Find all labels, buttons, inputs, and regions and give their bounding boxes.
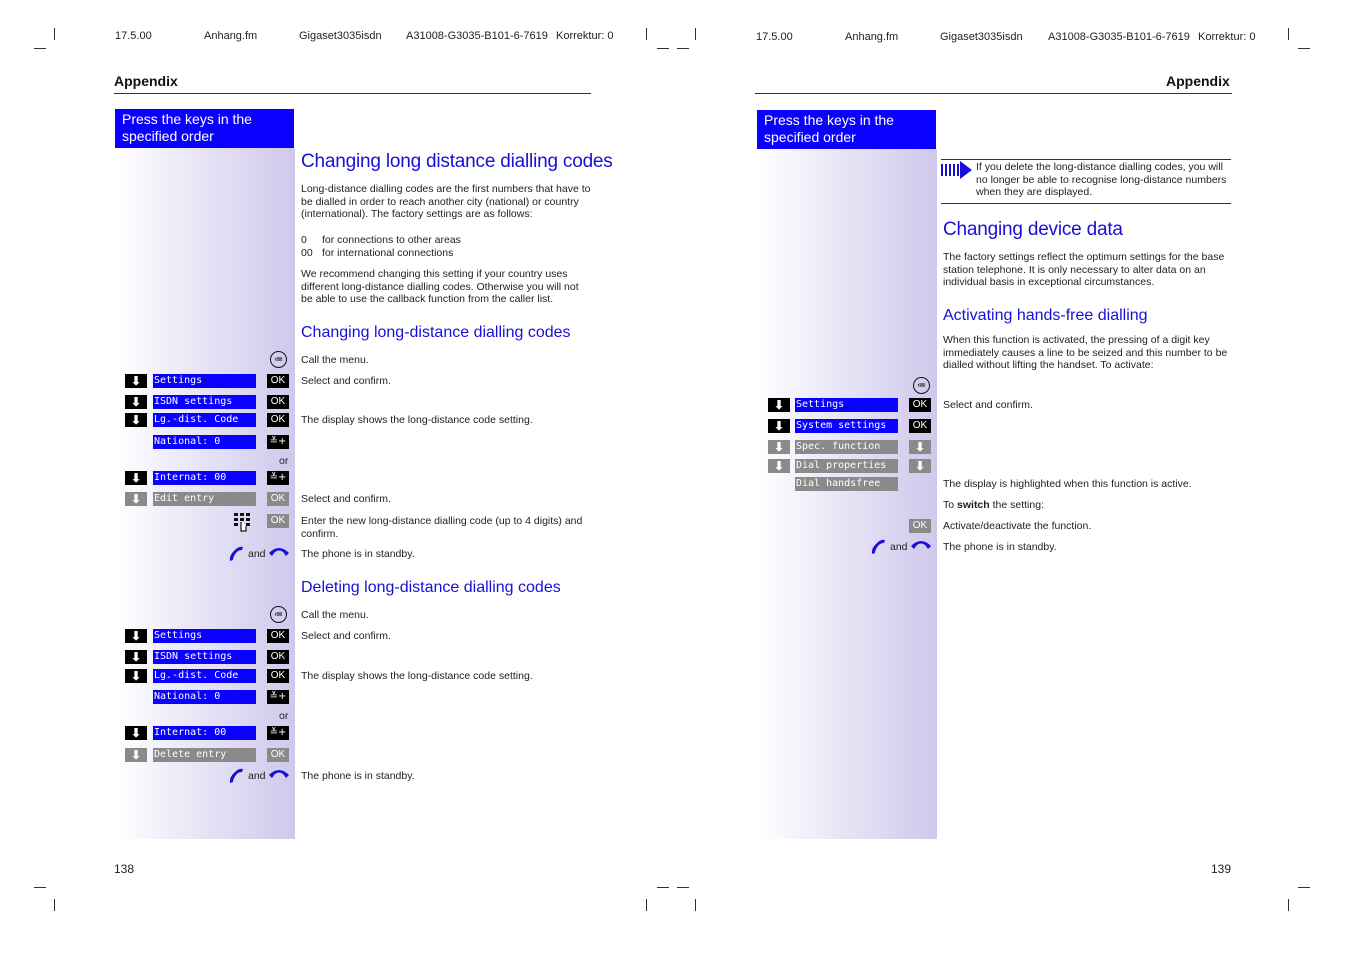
note-top-rule xyxy=(941,159,1231,160)
note-bottom-rule xyxy=(941,203,1231,204)
header-code: A31008-G3035-B101-6-7619 xyxy=(1048,31,1190,43)
or-label: or xyxy=(279,710,289,722)
crop-mark xyxy=(677,48,689,49)
ok-button[interactable]: OK xyxy=(267,629,289,643)
keys-order-box xyxy=(115,109,294,148)
arrow-down-icon: ⬇ xyxy=(125,413,147,427)
and-label: and xyxy=(248,770,266,782)
subheading-handsfree: Activating hands-free dialling xyxy=(943,307,1148,324)
ok-button[interactable]: OK xyxy=(909,398,931,412)
step-text: The phone is in standby. xyxy=(301,548,415,560)
lcd-delete-entry: Delete entry xyxy=(153,748,256,762)
ok-button[interactable]: OK xyxy=(267,413,289,427)
header-file: Anhang.fm xyxy=(204,30,258,42)
crop-mark xyxy=(34,887,46,888)
arrow-down-icon: ⬇ xyxy=(125,629,147,643)
crop-mark xyxy=(34,48,46,49)
crop-mark xyxy=(657,887,669,888)
crop-mark xyxy=(1298,887,1310,888)
scroll-plus-icon[interactable]: ≚+ xyxy=(267,690,289,704)
lcd-dial-properties: Dial properties xyxy=(795,459,898,473)
code-value: 00 xyxy=(301,247,313,259)
crop-mark xyxy=(1288,28,1289,40)
header-file: Anhang.fm xyxy=(845,31,899,43)
arrow-down-icon[interactable]: ⬇ xyxy=(909,459,931,473)
crop-mark xyxy=(657,48,669,49)
lcd-lg-dist-code: Lg.-dist. Code xyxy=(153,413,256,427)
header-date: 17.5.00 xyxy=(756,31,793,43)
arrow-down-icon: ⬇ xyxy=(125,726,147,740)
and-label: and xyxy=(890,541,908,553)
lcd-edit-entry: Edit entry xyxy=(153,492,256,506)
crop-mark xyxy=(646,28,647,40)
ok-button[interactable]: OK xyxy=(267,748,289,762)
ok-button[interactable]: OK xyxy=(267,669,289,683)
note-arrow-icon xyxy=(941,161,973,179)
handsfree-intro: When this function is activated, the pressing of a digit key immediately causes a line to be seized and this number to be dialled without lifting the handset. To activate: xyxy=(943,334,1228,372)
step-text: The display shows the long-distance code setting. xyxy=(301,414,533,426)
crop-mark xyxy=(1298,48,1310,49)
ok-button[interactable]: OK xyxy=(267,492,289,506)
lcd-isdn-settings: ISDN settings xyxy=(153,395,256,409)
header-date: 17.5.00 xyxy=(115,30,152,42)
header-product: Gigaset3035isdn xyxy=(299,30,382,42)
scroll-plus-icon[interactable]: ≚+ xyxy=(267,435,289,449)
handset-icon xyxy=(268,544,290,558)
handset-icon xyxy=(227,545,245,563)
crop-mark xyxy=(646,899,647,911)
arrow-down-icon: ⬇ xyxy=(768,419,790,433)
crop-mark xyxy=(1288,899,1289,911)
subheading-delete: Deleting long-distance dialling codes xyxy=(301,579,561,596)
header-product: Gigaset3035isdn xyxy=(940,31,1023,43)
ok-button[interactable]: OK xyxy=(267,514,289,528)
lcd-system-settings: System settings xyxy=(795,419,898,433)
divider xyxy=(755,93,1232,94)
header-korrektur: Korrektur: 0 xyxy=(556,30,614,42)
crop-mark xyxy=(677,887,689,888)
lcd-lg-dist-code: Lg.-dist. Code xyxy=(153,669,256,683)
subheading-change: Changing long-distance dialling codes xyxy=(301,324,571,341)
handset-icon xyxy=(910,537,932,551)
lcd-internat: Internat: 00 xyxy=(153,726,256,740)
lcd-national: National: 0 xyxy=(153,690,256,704)
and-label: and xyxy=(248,548,266,560)
keys-order-box xyxy=(757,110,936,149)
arrow-down-icon: ⬇ xyxy=(125,374,147,388)
lcd-settings: Settings xyxy=(153,374,256,388)
arrow-down-icon: ⬇ xyxy=(125,650,147,664)
step-text: Select and confirm. xyxy=(301,493,391,505)
menu-icon: ≔ xyxy=(270,351,287,368)
ok-button[interactable]: OK xyxy=(267,374,289,388)
step-text: The display shows the long-distance code setting. xyxy=(301,670,533,682)
lcd-national: National: 0 xyxy=(153,435,256,449)
ok-button[interactable]: OK xyxy=(909,419,931,433)
scroll-plus-icon[interactable]: ≚+ xyxy=(267,471,289,485)
step-text: Select and confirm. xyxy=(943,399,1033,411)
intro-text: The factory settings reflect the optimum settings for the base station telephone. It is only necessary to alter data on an individual basis in exceptional circumstances. xyxy=(943,251,1225,289)
crop-mark xyxy=(695,28,696,40)
code-description: for connections to other areas xyxy=(322,234,461,246)
scroll-plus-icon[interactable]: ≚+ xyxy=(267,726,289,740)
arrow-down-icon: ⬇ xyxy=(768,440,790,454)
lcd-settings: Settings xyxy=(153,629,256,643)
arrow-down-icon: ⬇ xyxy=(125,748,147,762)
divider xyxy=(114,93,591,94)
section-title: Appendix xyxy=(1166,73,1230,89)
lcd-internat: Internat: 00 xyxy=(153,471,256,485)
arrow-down-icon: ⬇ xyxy=(768,398,790,412)
step-text: The phone is in standby. xyxy=(301,770,415,782)
keys-order-text: Press the keys in the specified order xyxy=(122,111,252,144)
arrow-down-icon: ⬇ xyxy=(125,669,147,683)
header-korrektur: Korrektur: 0 xyxy=(1198,31,1256,43)
intro-text: Long-distance dialling codes are the first numbers that have to be dialled in order to reach another city (national) or country (international). The factory settings are as follows: xyxy=(301,183,591,221)
page-title: Changing device data xyxy=(943,219,1123,240)
step-text: Enter the new long-distance dialling code (up to 4 digits) and confirm. xyxy=(301,515,583,540)
page-number: 139 xyxy=(1211,862,1232,876)
arrow-down-icon: ⬇ xyxy=(768,459,790,473)
instruction-sidebar xyxy=(757,149,937,839)
handset-icon xyxy=(268,766,290,780)
menu-icon: ≔ xyxy=(270,606,287,623)
lcd-spec-function: Spec. function xyxy=(795,440,898,454)
step-text: The phone is in standby. xyxy=(943,541,1057,553)
header-code: A31008-G3035-B101-6-7619 xyxy=(406,30,548,42)
note-text: If you delete the long-distance dialling codes, you will no longer be able to recognise long-distance numbers when they are displayed. xyxy=(976,161,1227,199)
keys-order-text: Press the keys in the specified order xyxy=(764,112,894,145)
arrow-down-icon: ⬇ xyxy=(125,395,147,409)
ok-button[interactable]: OK xyxy=(267,395,289,409)
arrow-down-icon: ⬇ xyxy=(125,471,147,485)
or-label: or xyxy=(279,455,289,467)
handset-icon xyxy=(227,767,245,785)
ok-button[interactable]: OK xyxy=(267,650,289,664)
step-text: Call the menu. xyxy=(301,609,369,621)
lcd-dial-handsfree: Dial handsfree xyxy=(795,477,898,491)
crop-mark xyxy=(54,899,55,911)
step-text: Select and confirm. xyxy=(301,630,391,642)
ok-button[interactable]: OK xyxy=(909,519,931,533)
menu-icon: ≔ xyxy=(913,377,930,394)
page-number: 138 xyxy=(114,862,135,876)
step-text: Call the menu. xyxy=(301,354,369,366)
section-title: Appendix xyxy=(114,73,178,89)
lcd-isdn-settings: ISDN settings xyxy=(153,650,256,664)
page-title: Changing long distance dialling codes xyxy=(301,151,613,172)
switch-text: To switch the setting: xyxy=(943,499,1044,511)
arrow-down-icon: ⬇ xyxy=(125,492,147,506)
handset-icon xyxy=(869,538,887,556)
step-text: The display is highlighted when this function is active. xyxy=(943,478,1192,490)
step-text: Select and confirm. xyxy=(301,375,391,387)
crop-mark xyxy=(695,899,696,911)
recommend-text: We recommend changing this setting if your country uses different long-distance dialling codes. Otherwise you will not be able to use the callback function from the caller list. xyxy=(301,268,579,306)
step-text: Activate/deactivate the function. xyxy=(943,520,1092,532)
arrow-down-icon[interactable]: ⬇ xyxy=(909,440,931,454)
code-description: for international connections xyxy=(322,247,454,259)
lcd-settings: Settings xyxy=(795,398,898,412)
crop-mark xyxy=(54,28,55,40)
keypad-icon xyxy=(233,512,251,532)
code-value: 0 xyxy=(301,234,307,246)
